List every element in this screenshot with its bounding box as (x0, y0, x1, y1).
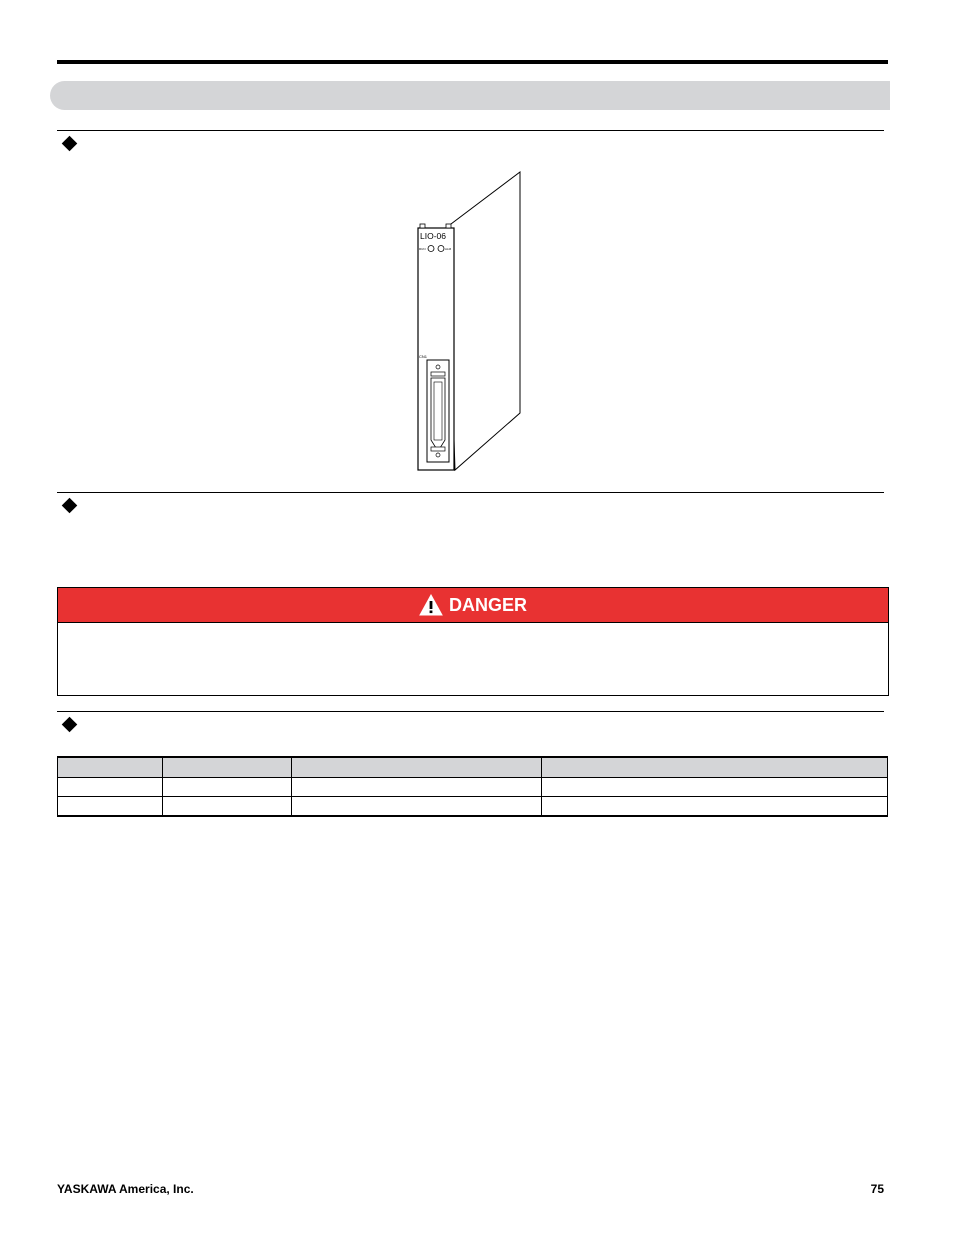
alm-led-icon (438, 246, 444, 252)
table-header-cell (542, 757, 888, 778)
subsection-rule (57, 711, 884, 712)
table-cell (58, 797, 163, 817)
table-cell (292, 797, 542, 817)
subsection-rule (57, 130, 884, 131)
run-led-icon (428, 246, 434, 252)
table-header-cell (58, 757, 163, 778)
subsection-rule (57, 492, 884, 493)
module-label: LIO-06 (420, 231, 446, 241)
alm-led-label: ALM (445, 247, 452, 251)
table-cell (163, 797, 292, 817)
danger-header (58, 588, 888, 623)
table-header-cell (163, 757, 292, 778)
table-row (58, 778, 888, 797)
connector-label: CN1 (419, 354, 428, 359)
diamond-bullet-icon (62, 498, 78, 514)
table-cell (58, 778, 163, 797)
section-title-bar (50, 81, 890, 110)
run-led-label: RUN (419, 247, 426, 251)
footer-page-number: 75 (870, 1182, 884, 1196)
footer-company: YASKAWA America, Inc. (57, 1182, 194, 1196)
table-row (58, 797, 888, 817)
diamond-bullet-icon (62, 136, 78, 152)
table-cell (292, 778, 542, 797)
diamond-bullet-icon (62, 717, 78, 733)
table-cell (542, 778, 888, 797)
danger-label: DANGER (448, 594, 527, 615)
table-cell (542, 797, 888, 817)
table-header-row (58, 757, 888, 778)
danger-box (57, 587, 889, 696)
warning-triangle-icon (419, 594, 443, 616)
spec-table (57, 756, 888, 817)
table-cell (163, 778, 292, 797)
top-rule (57, 60, 888, 64)
module-illustration (410, 170, 525, 475)
table-header-cell (292, 757, 542, 778)
